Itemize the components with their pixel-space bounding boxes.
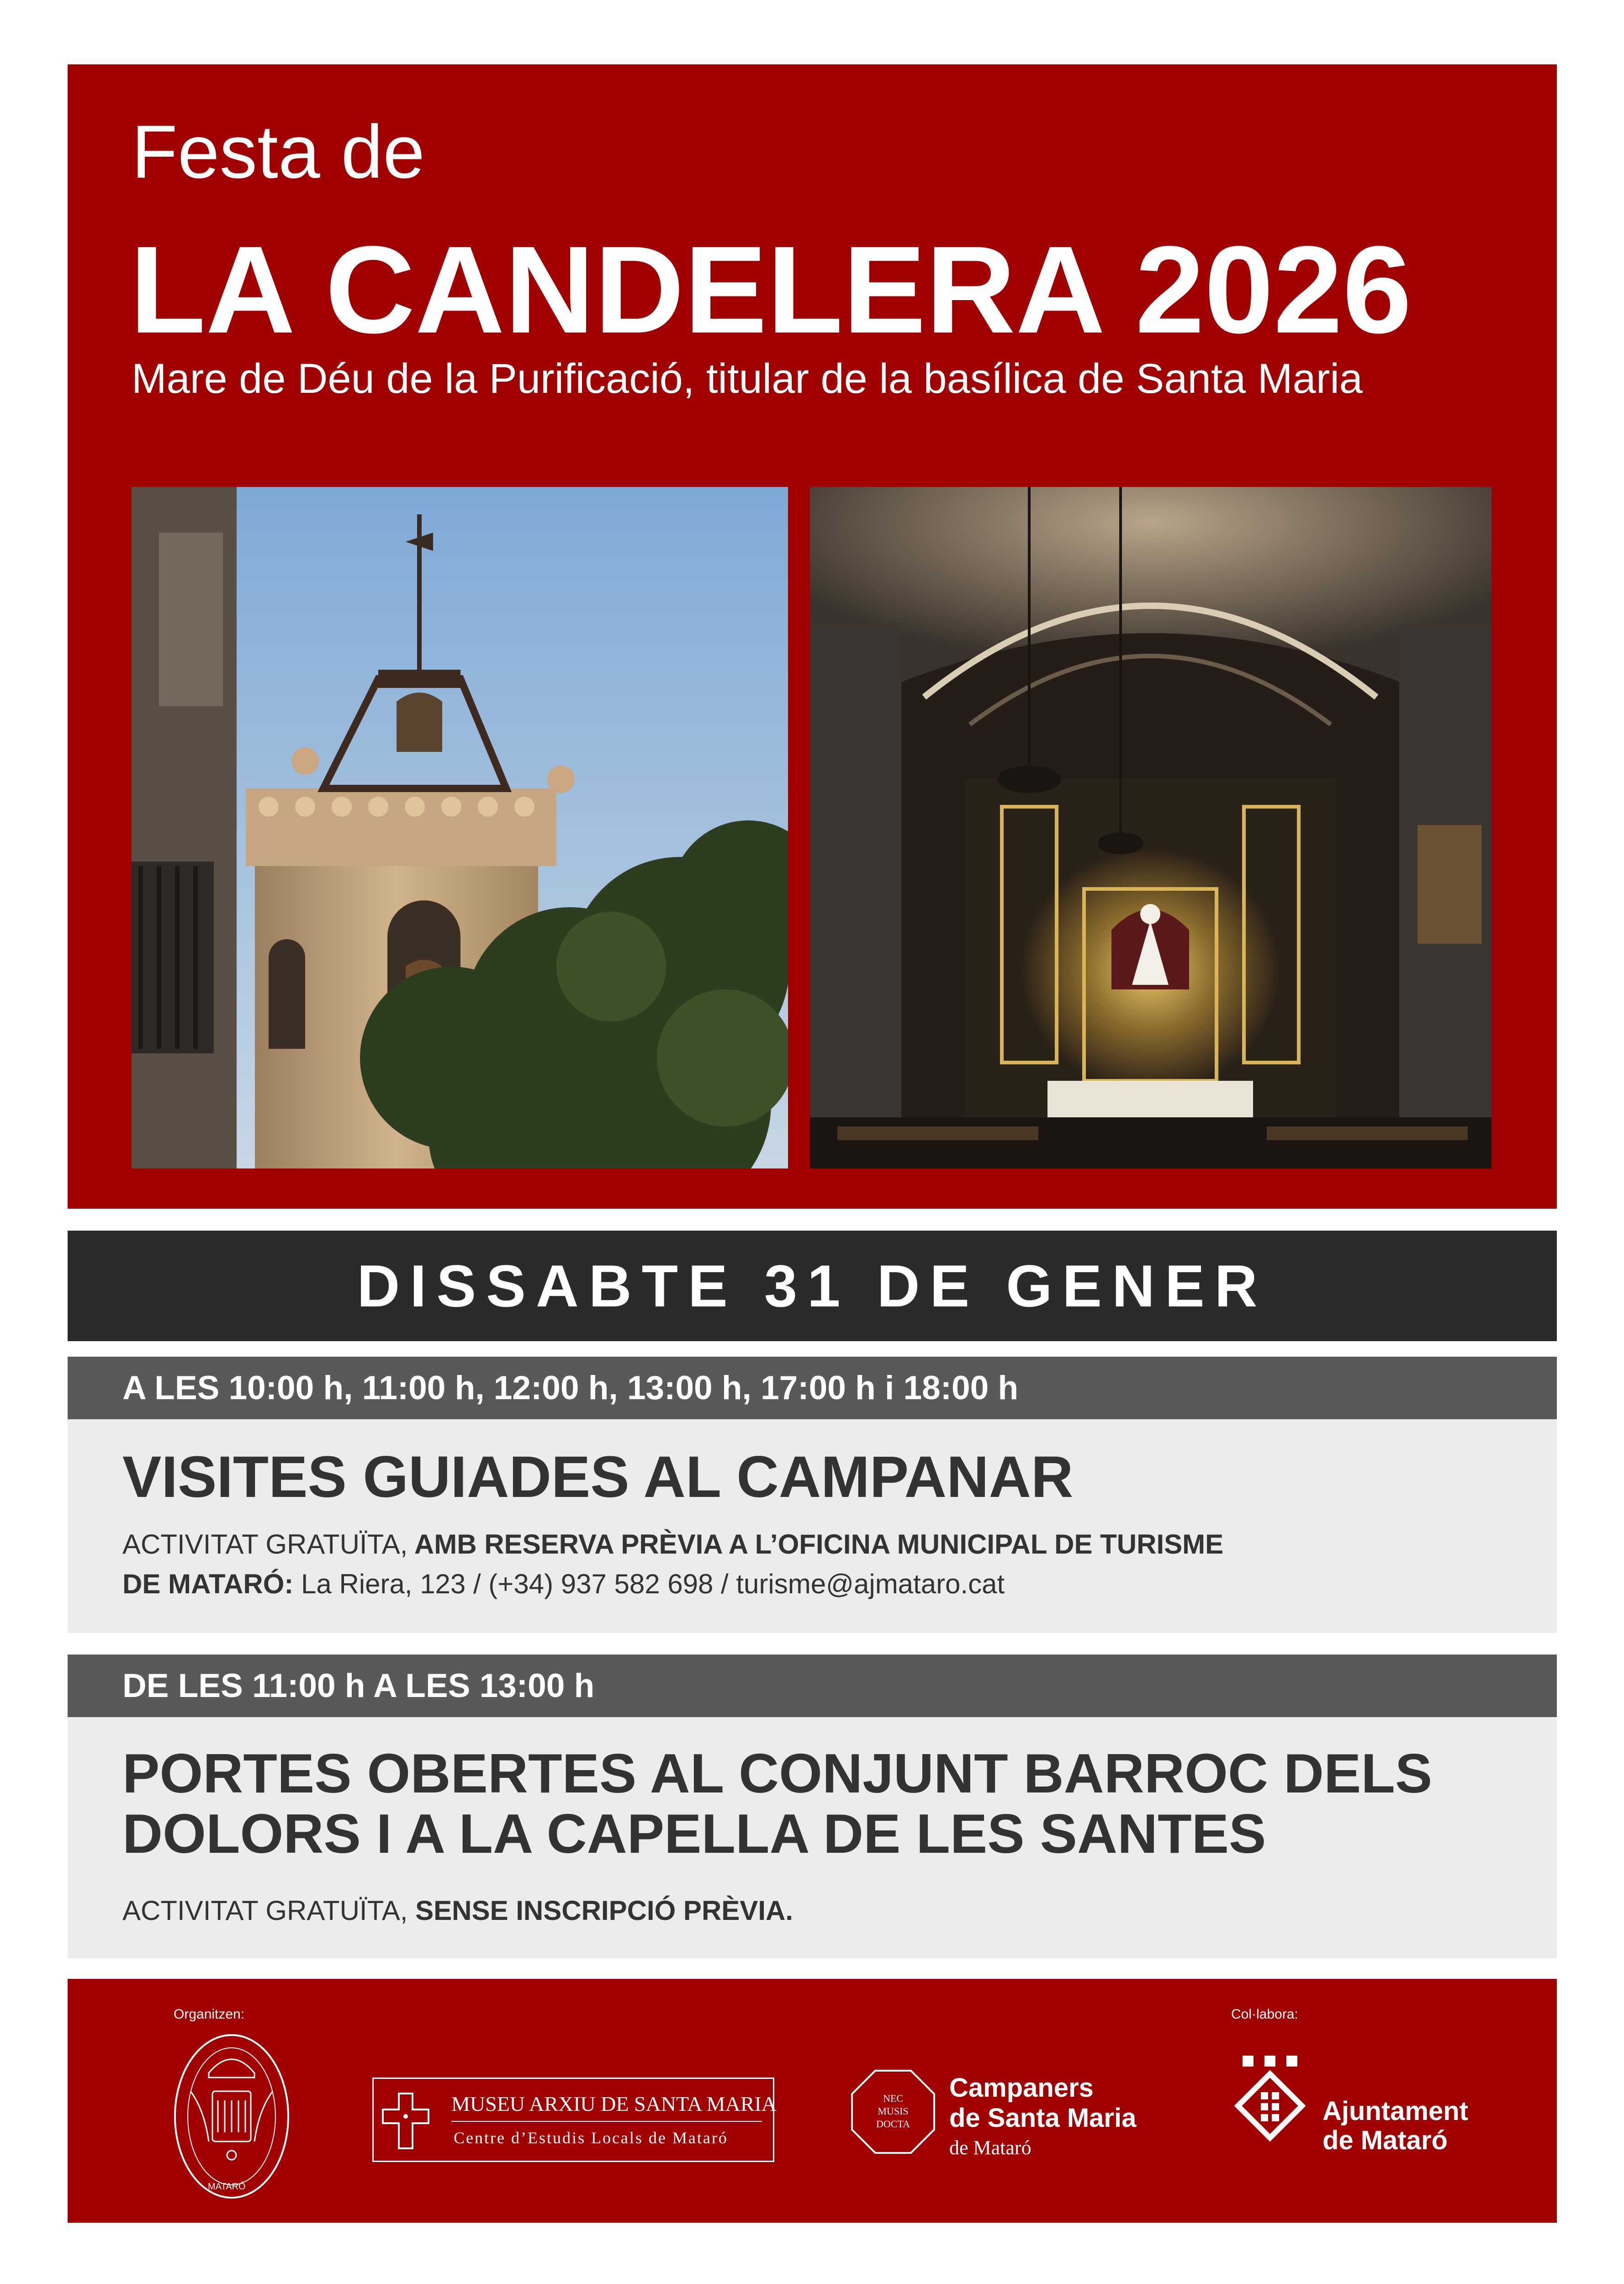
bell-ringers-name bbox=[949, 2073, 1136, 2133]
event-1-schedule: A LES 10:00 h, 11:00 h, 12:00 h, 13:00 h, 17:00 h i 18:00 h bbox=[122, 1369, 1019, 1406]
basilica-seal-icon bbox=[172, 2032, 291, 2201]
bell-ringers-city: de Mataró bbox=[949, 2136, 1032, 2159]
collaborates-label: Col·labora: bbox=[1231, 2007, 1298, 2022]
event-2-title bbox=[122, 1744, 1432, 1864]
seal-ring-bottom: MATARÓ bbox=[208, 2182, 246, 2192]
bell-ringers-line2: de Santa Maria bbox=[949, 2103, 1137, 2133]
bell-octagon-icon bbox=[850, 2068, 936, 2155]
event-1-note-contact: La Riera, 123 / (+34) 937 582 698 / turisme@ajmataro.cat bbox=[293, 1569, 1005, 1599]
event-2-note-free: ACTIVITAT GRATUÏTA, bbox=[122, 1895, 408, 1926]
event-2-schedule: DE LES 11:00 h A LES 13:00 h bbox=[122, 1667, 595, 1704]
museum-divider bbox=[451, 2121, 762, 2122]
event-2-title-line2: DOLORS I A LA CAPELLA DE LES SANTES bbox=[122, 1802, 1266, 1865]
organizers-label: Organitzen: bbox=[174, 2007, 245, 2022]
event-1-schedule-bar bbox=[68, 1357, 1557, 1419]
baroque-altar-photo bbox=[810, 487, 1492, 1168]
city-council-name bbox=[1322, 2097, 1468, 2155]
bell-motto bbox=[850, 2092, 936, 2131]
bell-motto-line2: MUSIS bbox=[878, 2105, 909, 2117]
museum-logo bbox=[372, 2078, 777, 2162]
event-1-note-office: DE MATARÓ: bbox=[122, 1569, 294, 1599]
bell-ringers-line1: Campaners bbox=[949, 2073, 1094, 2103]
event-2-card bbox=[68, 1717, 1557, 1958]
header-subtitle: Mare de Déu de la Purificació, titular de la basílica de Santa Maria bbox=[132, 355, 1363, 402]
page-title: LA CANDELERA 2026 bbox=[130, 220, 1412, 359]
city-council-line2: de Mataró bbox=[1322, 2125, 1448, 2155]
event-2-note-registration: SENSE INSCRIPCIÓ PRÈVIA. bbox=[407, 1895, 793, 1926]
event-2-note bbox=[122, 1891, 793, 1930]
museum-subtitle: Centre d’Estudis Locals de Mataró bbox=[454, 2129, 728, 2147]
city-council-line1: Ajuntament bbox=[1322, 2096, 1468, 2126]
header-pre-title: Festa de bbox=[132, 110, 425, 194]
event-2-schedule-bar bbox=[68, 1655, 1557, 1717]
event-1-note-booking: AMB RESERVA PRÈVIA A L’OFICINA MUNICIPAL DE TURISME bbox=[407, 1529, 1224, 1560]
event-1-note bbox=[122, 1524, 1223, 1604]
bell-motto-line3: DOCTA bbox=[876, 2118, 910, 2130]
bell-motto-line1: NEC bbox=[883, 2093, 903, 2104]
museum-name: MUSEU ARXIU DE SANTA MARIA bbox=[451, 2092, 777, 2115]
event-1-note-free: ACTIVITAT GRATUÏTA, bbox=[122, 1529, 408, 1560]
cross-icon bbox=[381, 2089, 431, 2153]
city-council-logo-icon bbox=[1233, 2056, 1307, 2170]
bell-tower-photo bbox=[132, 487, 788, 1168]
event-1-title: VISITES GUIADES AL CAMPANAR bbox=[122, 1444, 1074, 1510]
date-banner-text: DISSABTE 31 DE GENER bbox=[357, 1253, 1268, 1319]
event-1-card bbox=[68, 1419, 1557, 1633]
event-2-title-line1: PORTES OBERTES AL CONJUNT BARROC DELS bbox=[122, 1742, 1433, 1804]
